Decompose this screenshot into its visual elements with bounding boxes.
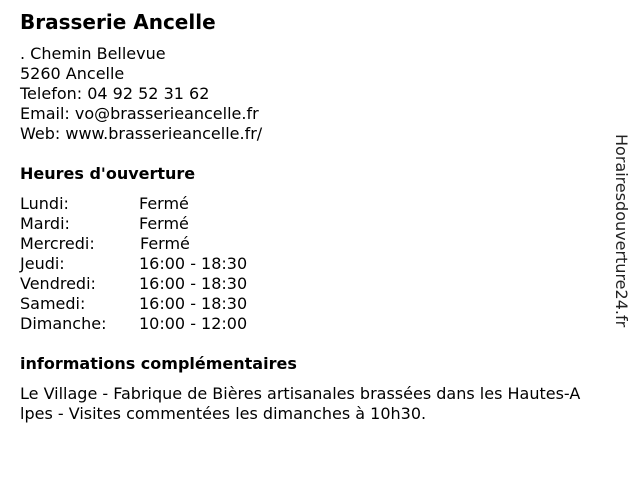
hours-value: Fermé: [139, 194, 189, 213]
hours-value: 16:00 - 18:30: [139, 274, 248, 293]
city-address: 5260 Ancelle: [20, 64, 125, 83]
additional-info-title: informations complémentaires: [20, 354, 297, 373]
business-name: Brasserie Ancelle: [20, 10, 216, 34]
opening-hours-title: Heures d'ouverture: [20, 164, 196, 183]
day-label: Mardi:: [20, 214, 70, 233]
hours-value: Fermé: [140, 234, 190, 253]
additional-info-text: [20, 384, 620, 424]
business-card: [20, 10, 620, 423]
street-address: . Chemin Bellevue: [20, 44, 166, 63]
day-label: Samedi:: [20, 294, 86, 313]
website-line: Web: www.brasserieancelle.fr/: [20, 124, 263, 143]
day-label: Dimanche:: [20, 314, 107, 333]
contact-block: [20, 44, 262, 144]
watermark-text: Horairesdouverture24.fr: [612, 134, 631, 328]
additional-info-line-1: Le Village - Fabrique de Bières artisanales brassées dans les Hautes-A: [20, 384, 581, 403]
hours-value: Fermé: [139, 214, 189, 233]
additional-info-line-2: lpes - Visites commentées les dimanches à 10h30.: [20, 404, 427, 423]
day-label: Mercredi:: [20, 234, 95, 253]
hours-value: 10:00 - 12:00: [139, 314, 248, 333]
email-line: Email: vo@brasserieancelle.fr: [20, 104, 259, 123]
day-label: Lundi:: [20, 194, 69, 213]
phone-line: Telefon: 04 92 52 31 62: [20, 84, 210, 103]
hours-value: 16:00 - 18:30: [139, 294, 248, 313]
hours-value: 16:00 - 18:30: [139, 254, 248, 273]
day-label: Vendredi:: [20, 274, 96, 293]
day-label: Jeudi:: [20, 254, 65, 273]
